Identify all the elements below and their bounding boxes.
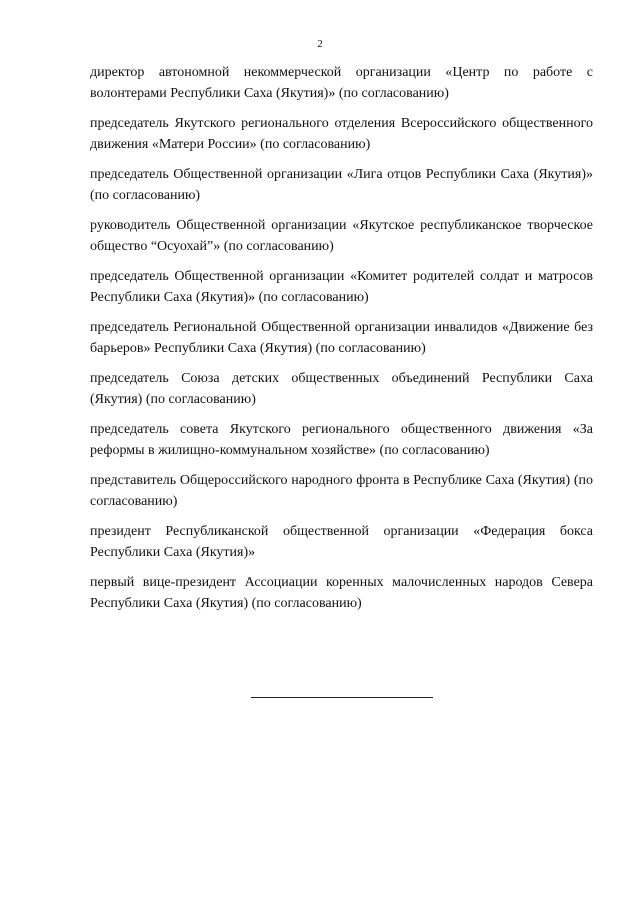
list-item: председатель Региональной Общественной организации инвалидов «Движение без барьеров» Республики Саха (Якутия) (по согласованию) — [90, 320, 593, 356]
list-item: директор автономной некоммерческой организации «Центр по работе с волонтерами Республики Саха (Якутия)» (по согласованию) — [90, 65, 593, 101]
list-item: председатель совета Якутского регионального общественного движения «За реформы в жилищно-коммунальном хозяйстве» (по согласованию) — [90, 422, 593, 458]
list-item: первый вице-президент Ассоциации коренных малочисленных народов Севера Республики Саха (Якутия) (по согласованию) — [90, 575, 593, 611]
list-item: председатель Союза детских общественных объединений Республики Саха (Якутия) (по согласованию) — [90, 371, 593, 407]
list-item: руководитель Общественной организации «Якутское республиканское творческое общество “Осуохай”» (по согласованию) — [90, 218, 593, 254]
list-item: председатель Общественной организации «Лига отцов Республики Саха (Якутия)» (по согласованию) — [90, 167, 593, 203]
list-item: председатель Якутского регионального отделения Всероссийского общественного движения «Матери России» (по согласованию) — [90, 116, 593, 152]
page-number: 2 — [317, 38, 323, 50]
list-item: президент Республиканской общественной организации «Федерация бокса Республики Саха (Якутия)» — [90, 524, 593, 560]
list-item: представитель Общероссийского народного фронта в Республике Саха (Якутия) (по согласованию) — [90, 473, 593, 509]
closing-divider — [251, 697, 433, 698]
list-item: председатель Общественной организации «Комитет родителей солдат и матросов Республики Саха (Якутия)» (по согласованию) — [90, 269, 593, 305]
member-list — [90, 63, 593, 624]
